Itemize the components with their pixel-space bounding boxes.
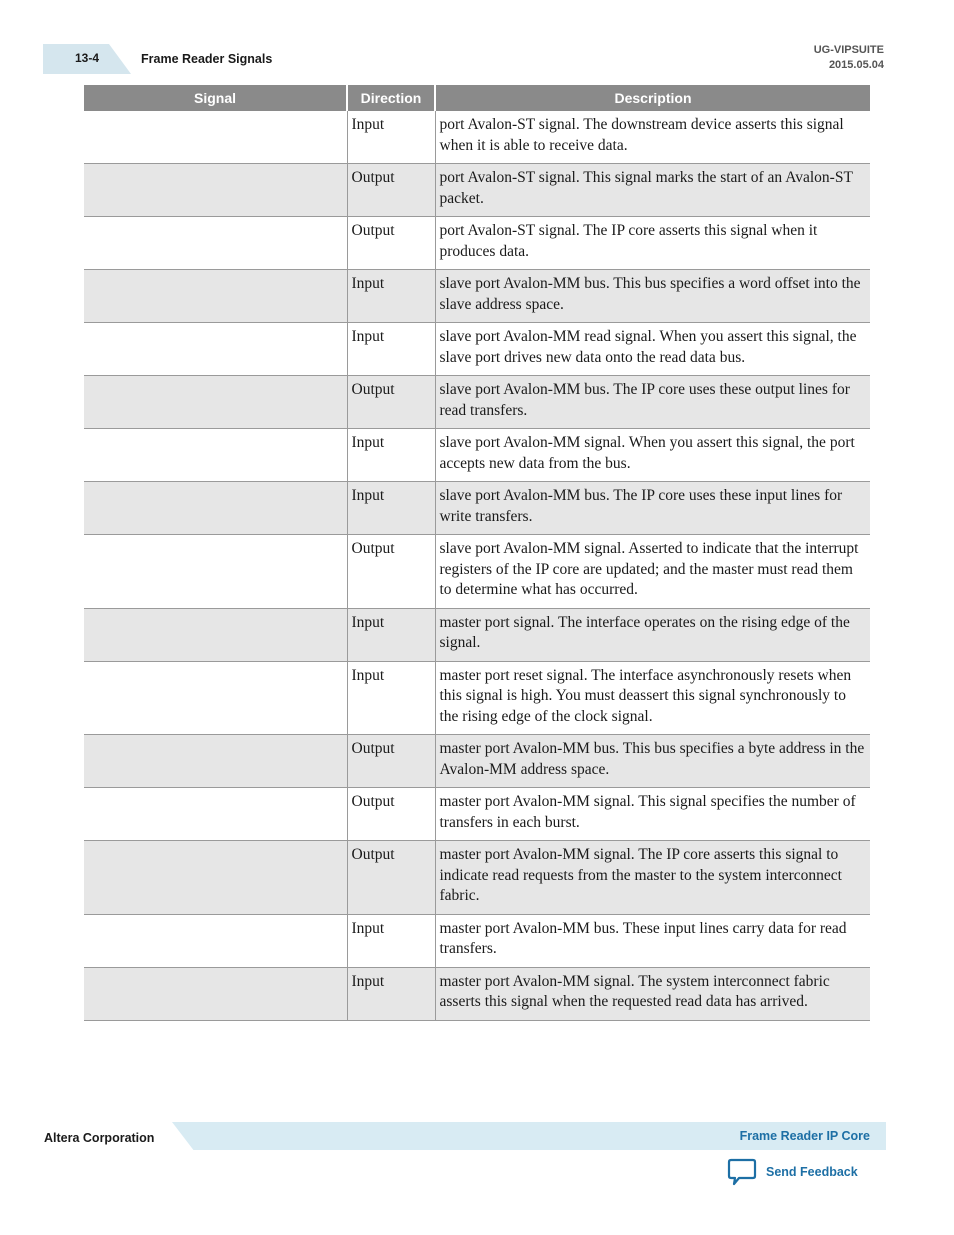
signal-cell bbox=[84, 164, 347, 217]
table-row bbox=[84, 376, 870, 429]
description-cell: master port Avalon-MM signal. The system interconnect fabric asserts this signal when the requested read data has arrived. bbox=[435, 967, 870, 1020]
signal-cell bbox=[84, 841, 347, 915]
description-cell: master port Avalon-MM bus. This bus specifies a byte address in the Avalon-MM address space. bbox=[435, 735, 870, 788]
table-row bbox=[84, 482, 870, 535]
direction-cell: Input bbox=[347, 270, 435, 323]
column-header-direction: Direction bbox=[347, 85, 435, 111]
description-cell: master port Avalon-MM signal. The IP core asserts this signal to indicate read requests from the master to the system interconnect fabric. bbox=[435, 841, 870, 915]
signal-cell bbox=[84, 608, 347, 661]
direction-cell: Input bbox=[347, 967, 435, 1020]
table-row bbox=[84, 535, 870, 609]
direction-cell: Output bbox=[347, 217, 435, 270]
table-header-row bbox=[84, 85, 870, 111]
footer-doc-title-link[interactable]: Frame Reader IP Core bbox=[739, 1129, 870, 1143]
direction-cell: Input bbox=[347, 429, 435, 482]
signal-cell bbox=[84, 429, 347, 482]
table-row bbox=[84, 323, 870, 376]
column-header-description: Description bbox=[435, 85, 870, 111]
speech-bubble-icon bbox=[727, 1158, 757, 1186]
table-row bbox=[84, 270, 870, 323]
signals-table bbox=[84, 85, 870, 1021]
section-title: Frame Reader Signals bbox=[141, 52, 273, 66]
send-feedback-label[interactable]: Send Feedback bbox=[766, 1165, 858, 1179]
description-cell: port Avalon-ST signal. The IP core asserts this signal when it produces data. bbox=[435, 217, 870, 270]
doc-id: UG-VIPSUITE bbox=[813, 44, 884, 56]
description-cell: master port reset signal. The interface asynchronously resets when this signal is high. You must deassert this signal synchronously to the rising edge of the clock signal. bbox=[435, 661, 870, 735]
direction-cell: Output bbox=[347, 535, 435, 609]
description-cell: slave port Avalon-MM signal. When you assert this signal, the port accepts new data from the bus. bbox=[435, 429, 870, 482]
description-cell: master port Avalon-MM signal. This signal specifies the number of transfers in each burst. bbox=[435, 788, 870, 841]
company-name: Altera Corporation bbox=[44, 1131, 155, 1145]
direction-cell: Output bbox=[347, 841, 435, 915]
description-cell: slave port Avalon-MM bus. The IP core uses these output lines for read transfers. bbox=[435, 376, 870, 429]
description-cell: master port Avalon-MM bus. These input lines carry data for read transfers. bbox=[435, 914, 870, 967]
direction-cell: Input bbox=[347, 914, 435, 967]
description-cell: slave port Avalon-MM signal. Asserted to indicate that the interrupt registers of the IP core are updated; and the master must read them to determine what has occurred. bbox=[435, 535, 870, 609]
signal-cell bbox=[84, 376, 347, 429]
description-cell: slave port Avalon-MM bus. This bus specifies a word offset into the slave address space. bbox=[435, 270, 870, 323]
table-row bbox=[84, 217, 870, 270]
doc-identifier bbox=[814, 43, 884, 73]
direction-cell: Input bbox=[347, 608, 435, 661]
signal-cell bbox=[84, 270, 347, 323]
description-cell: slave port Avalon-MM read signal. When you assert this signal, the slave port drives new data onto the read data bus. bbox=[435, 323, 870, 376]
table-row bbox=[84, 735, 870, 788]
description-cell: slave port Avalon-MM bus. The IP core uses these input lines for write transfers. bbox=[435, 482, 870, 535]
description-cell: port Avalon-ST signal. The downstream device asserts this signal when it is able to receive data. bbox=[435, 111, 870, 164]
direction-cell: Output bbox=[347, 164, 435, 217]
direction-cell: Input bbox=[347, 661, 435, 735]
table-row bbox=[84, 608, 870, 661]
signal-cell bbox=[84, 661, 347, 735]
signal-cell bbox=[84, 323, 347, 376]
signal-cell bbox=[84, 482, 347, 535]
signal-cell bbox=[84, 914, 347, 967]
direction-cell: Output bbox=[347, 788, 435, 841]
description-cell: master port signal. The interface operates on the rising edge of the signal. bbox=[435, 608, 870, 661]
signal-cell bbox=[84, 535, 347, 609]
signal-cell bbox=[84, 111, 347, 164]
signal-cell bbox=[84, 217, 347, 270]
table-row bbox=[84, 914, 870, 967]
direction-cell: Input bbox=[347, 482, 435, 535]
signal-cell bbox=[84, 967, 347, 1020]
table-row bbox=[84, 788, 870, 841]
direction-cell: Output bbox=[347, 735, 435, 788]
column-header-signal: Signal bbox=[84, 85, 347, 111]
table-row bbox=[84, 111, 870, 164]
send-feedback-link[interactable] bbox=[727, 1158, 858, 1186]
direction-cell: Output bbox=[347, 376, 435, 429]
table-row bbox=[84, 967, 870, 1020]
signal-cell bbox=[84, 788, 347, 841]
signal-cell bbox=[84, 735, 347, 788]
direction-cell: Input bbox=[347, 111, 435, 164]
table-row bbox=[84, 164, 870, 217]
page-number: 13-4 bbox=[75, 51, 100, 65]
table-row bbox=[84, 661, 870, 735]
table-row bbox=[84, 841, 870, 915]
doc-date: 2015.05.04 bbox=[828, 59, 884, 71]
description-cell: port Avalon-ST signal. This signal marks the start of an Avalon-ST packet. bbox=[435, 164, 870, 217]
table-row bbox=[84, 429, 870, 482]
direction-cell: Input bbox=[347, 323, 435, 376]
